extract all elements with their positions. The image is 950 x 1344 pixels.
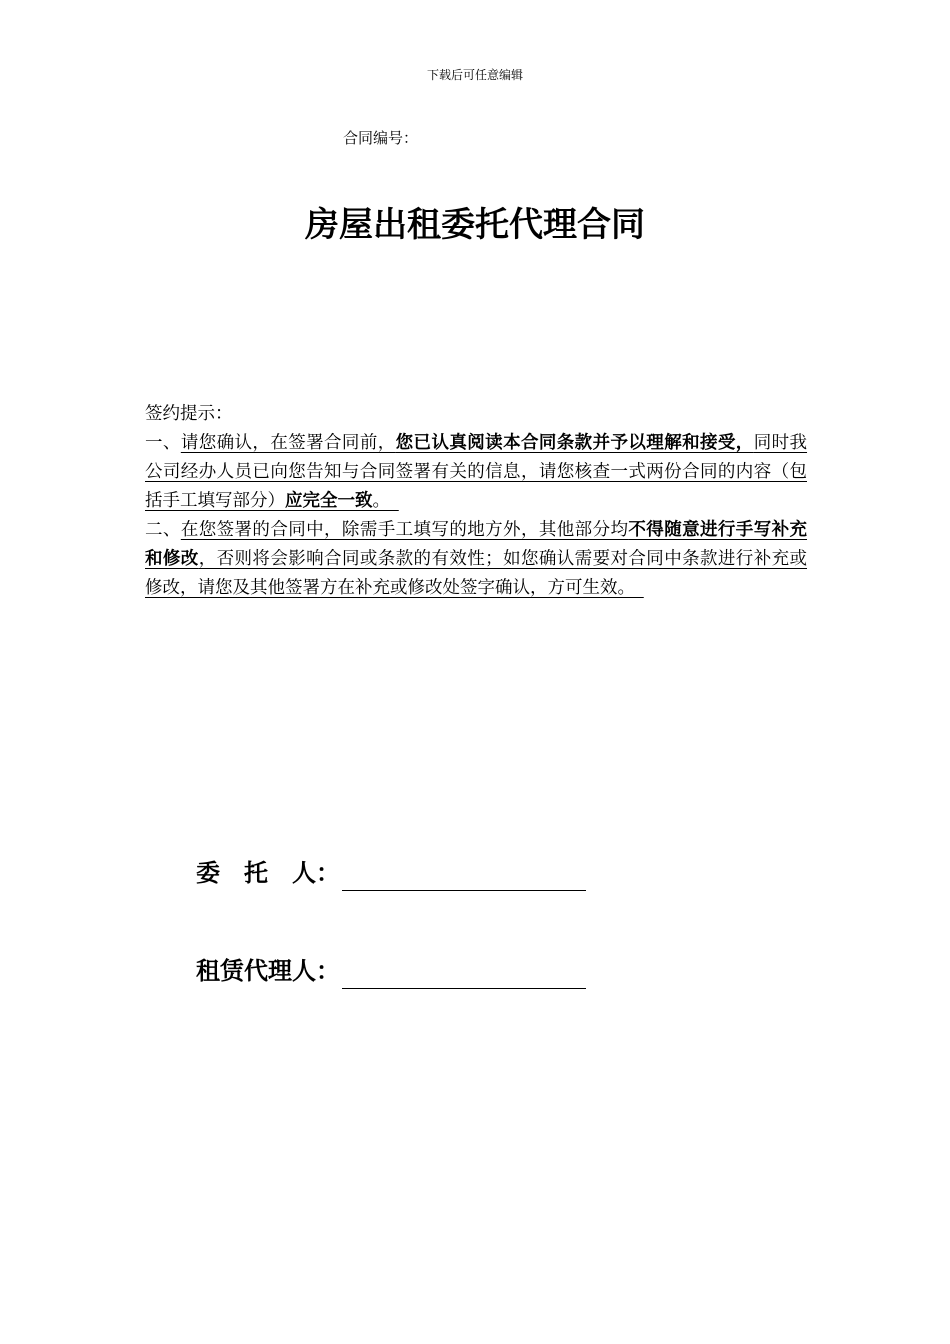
signing-tips bbox=[145, 400, 807, 603]
tips-heading: 签约提示： bbox=[145, 404, 233, 424]
tip-item-1-bold-b: 应完全一致 bbox=[285, 491, 373, 511]
tip-item-1-bold-a: 您已认真阅读本合同条款并予以理解和接受， bbox=[395, 433, 754, 453]
agent-label: 租赁代理人： bbox=[196, 957, 340, 985]
tip-item-1-text-c: 。 bbox=[372, 491, 390, 511]
principal-signature-line[interactable] bbox=[342, 863, 586, 891]
agent-signature-row bbox=[196, 953, 586, 989]
tip-item-1-text-b: 同时我公司经办人员已向您告知与合同签署有关的信息，请您核查一式两份合同的内容（包括手工填写部分） bbox=[145, 433, 808, 511]
principal-signature-row bbox=[196, 855, 586, 891]
tip-item-1-prefix: 一、 bbox=[145, 433, 181, 453]
header-note: 下载后可任意编辑 bbox=[426, 68, 523, 82]
tip-item-2-body bbox=[145, 520, 807, 598]
tip-item-2-bold-a: 不得随意进行手写补充和修改 bbox=[145, 520, 808, 569]
tip-item-2-text-b: ，否则将会影响合同或条款的有效性；如您确认需要对合同中条款进行补充或修改，请您及其他签署方在补充或修改处签字确认，方可生效。 bbox=[145, 549, 808, 598]
principal-label: 委 托 人： bbox=[196, 859, 340, 887]
document-title: 房屋出租委托代理合同 bbox=[305, 205, 645, 245]
tip-item-2-text-a: 在您签署的合同中，除需手工填写的地方外，其他部分均 bbox=[180, 520, 629, 540]
tip-item-2 bbox=[145, 516, 807, 603]
agent-signature-line[interactable] bbox=[342, 961, 586, 989]
tip-item-2-prefix: 二、 bbox=[145, 520, 181, 540]
tip-item-1-body bbox=[145, 433, 807, 511]
tip-item-1 bbox=[145, 429, 807, 516]
tip-item-1-text-a: 请您确认，在签署合同前， bbox=[180, 433, 396, 453]
contract-number-label: 合同编号： bbox=[343, 129, 419, 147]
